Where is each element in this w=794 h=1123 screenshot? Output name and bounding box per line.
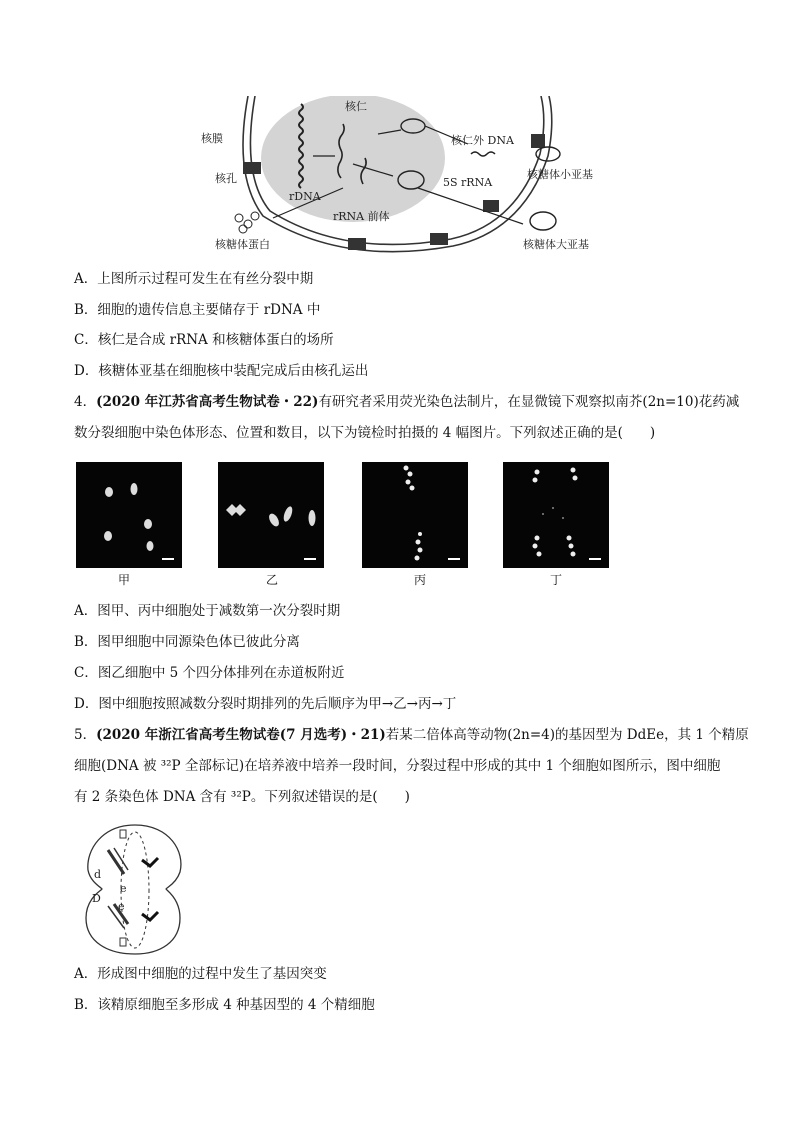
- q4-option-d: D．图中细胞按照减数分裂时期排列的先后顺序为甲→乙→丙→丁: [74, 696, 457, 712]
- cell-label-e1: e: [120, 882, 127, 895]
- label-hren: 核仁: [345, 100, 367, 113]
- q4-line1: [74, 393, 739, 411]
- cell-label-D: D: [92, 892, 101, 905]
- q4-option-c: C．图乙细胞中 5 个四分体排列在赤道板附近: [74, 665, 345, 681]
- label-large-sub: 核糖体大亚基: [523, 238, 589, 251]
- caption-ding: 丁: [550, 573, 563, 587]
- micrograph-ding: [503, 462, 609, 568]
- label-rrna5s: 5S rRNA: [443, 176, 493, 189]
- q5-option-a: A．形成图中细胞的过程中发生了基因突变: [74, 966, 327, 982]
- q3-option-a: A．上图所示过程可发生在有丝分裂中期: [74, 271, 314, 287]
- label-outer-dna: 核仁外 DNA: [451, 134, 514, 147]
- micrograph-jia: [76, 462, 182, 568]
- caption-jia: 甲: [118, 573, 131, 587]
- micrograph-yi: [218, 462, 324, 568]
- q5-number: 5．: [74, 727, 97, 743]
- q4-text-2: 数分裂细胞中染色体形态、位置和数目，以下为镜检时拍摄的 4 幅图片。下列叙述正确的是( ): [74, 425, 656, 441]
- q5-text-3: 有 2 条染色体 DNA 含有 ³²P。下列叙述错误的是( ): [74, 789, 410, 805]
- q5-text-1: 若某二倍体高等动物(2n=4)的基因型为 DdEe，其 1 个精原: [385, 727, 749, 743]
- q5-line1: [74, 726, 749, 744]
- label-rdna: rDNA: [289, 190, 321, 203]
- q4-number: 4．: [74, 394, 97, 410]
- label-hemo: 核膜: [201, 132, 223, 145]
- q3-option-d: D．核糖体亚基在细胞核中装配完成后由核孔运出: [74, 363, 369, 379]
- label-small-sub: 核糖体小亚基: [527, 168, 593, 181]
- q4-option-a: A．图甲、丙中细胞处于减数第一次分裂时期: [74, 603, 341, 619]
- q4-source: (2020 年江苏省高考生物试卷・22): [96, 394, 319, 410]
- q5-text-2: 细胞(DNA 被 ³²P 全部标记)在培养液中培养一段时间，分裂过程中形成的其中 1 个细胞如图所示，图中细胞: [74, 758, 721, 774]
- cell-label-e2: e: [118, 900, 125, 913]
- caption-yi: 乙: [266, 573, 279, 587]
- micrograph-bing: [362, 462, 468, 568]
- q3-option-b: B．细胞的遗传信息主要储存于 rDNA 中: [74, 302, 321, 318]
- ribosome-assembly-diagram: [193, 96, 603, 261]
- q5-source: (2020 年浙江省高考生物试卷(7 月选考)・21): [96, 727, 386, 743]
- q4-option-b: B．图甲细胞中同源染色体已彼此分离: [74, 634, 300, 650]
- q4-text-1: 有研究者采用荧光染色法制片，在显微镜下观察拟南芥(2n=10)花药减: [318, 394, 740, 410]
- q3-option-c: C．核仁是合成 rRNA 和核糖体蛋白的场所: [74, 332, 334, 348]
- dividing-cell-figure: [80, 822, 190, 957]
- label-rrna-pre: rRNA 前体: [333, 210, 390, 223]
- label-protein: 核糖体蛋白: [215, 238, 270, 251]
- label-kongpore: 核孔: [215, 172, 237, 185]
- caption-bing: 丙: [414, 573, 427, 587]
- q5-option-b: B．该精原细胞至多形成 4 种基因型的 4 个精细胞: [74, 997, 375, 1013]
- cell-label-d: d: [94, 868, 102, 881]
